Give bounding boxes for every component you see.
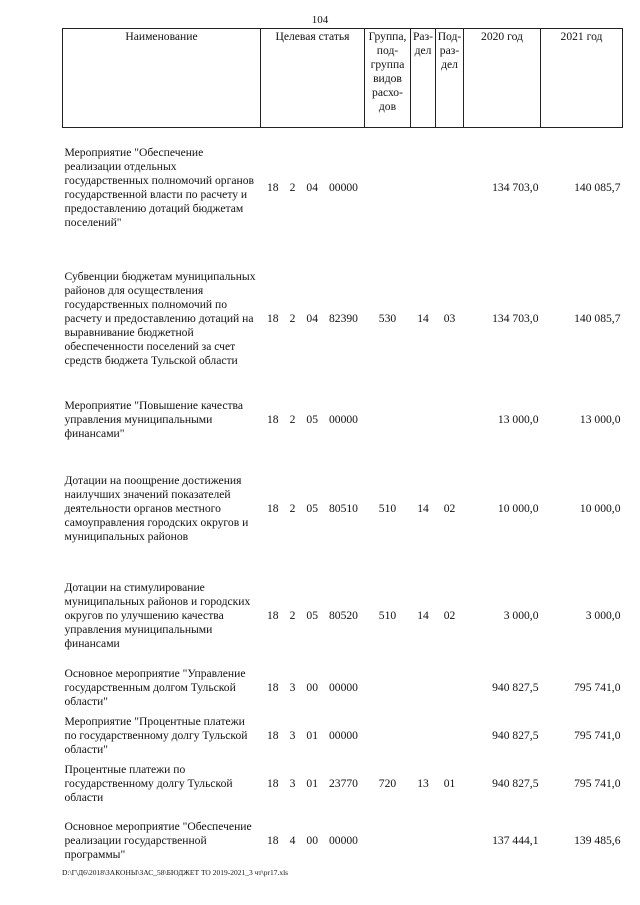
row-target-article — [261, 128, 365, 248]
target-code-part: 00000 — [328, 680, 358, 694]
row-podrazdel — [436, 390, 464, 450]
table-row — [63, 664, 623, 712]
target-code-part: 05 — [306, 608, 318, 622]
row-2020: 940 827,5 — [492, 680, 539, 694]
target-code-part: 3 — [289, 680, 296, 694]
table-header — [63, 29, 623, 128]
row-2020: 134 703,0 — [492, 180, 539, 194]
row-podrazdel — [436, 712, 464, 760]
target-code-part: 2 — [289, 608, 296, 622]
header-name: Наименование — [63, 29, 261, 128]
target-code-part: 04 — [306, 180, 318, 194]
row-razdel — [411, 712, 436, 760]
row-group: 530 — [378, 311, 397, 325]
table-row — [63, 712, 623, 760]
target-code-part: 2 — [289, 501, 296, 515]
target-code-part: 18 — [267, 728, 279, 742]
row-name: Основное мероприятие "Обеспечение реализации государственной программы" — [64, 819, 252, 861]
row-podrazdel — [436, 128, 464, 248]
row-name: Мероприятие "Процентные платежи по государственному долгу Тульской области" — [64, 714, 248, 756]
table-row — [63, 808, 623, 874]
row-group — [365, 808, 411, 874]
row-razdel — [411, 390, 436, 450]
target-code-part: 82390 — [328, 311, 358, 325]
target-code-part: 18 — [267, 412, 279, 426]
table-row — [63, 450, 623, 568]
target-code-part: 80510 — [328, 501, 358, 515]
target-code-part: 18 — [267, 501, 279, 515]
target-code-part: 2 — [289, 412, 296, 426]
row-podrazdel — [436, 808, 464, 874]
row-2020: 3 000,0 — [503, 608, 539, 622]
row-target-article — [261, 664, 365, 712]
row-target-article — [261, 760, 365, 808]
target-code-part: 05 — [306, 501, 318, 515]
row-target-article — [261, 568, 365, 664]
target-code-part: 00000 — [328, 728, 358, 742]
row-2021: 3 000,0 — [585, 608, 621, 622]
target-code-part: 4 — [289, 833, 296, 847]
target-code-part: 00000 — [328, 412, 358, 426]
target-code-part: 01 — [306, 776, 318, 790]
target-code-part: 23770 — [328, 776, 358, 790]
row-razdel: 14 — [417, 501, 429, 515]
row-group — [365, 712, 411, 760]
row-2021: 140 085,7 — [574, 311, 621, 325]
target-code-part: 01 — [306, 728, 318, 742]
target-code-part: 18 — [267, 776, 279, 790]
row-2021: 10 000,0 — [579, 501, 621, 515]
header-target: Целевая статья — [261, 29, 365, 128]
header-podrazdel: Под- раз- дел — [436, 29, 464, 128]
row-2021: 795 741,0 — [574, 680, 621, 694]
footer-file-path: D:\Г\Д6\2018\ЗАКОНЫ\ЗАС_58\БЮДЖЕТ ТО 2019-2021_3 чт\pr17.xls — [62, 868, 289, 877]
row-name: Дотации на стимулирование муниципальных районов и городских округов по улучшению качества управления муниципальными финансами — [64, 580, 251, 650]
table-row — [63, 128, 623, 248]
row-group — [365, 390, 411, 450]
target-code-part: 80520 — [328, 608, 358, 622]
row-target-article — [261, 450, 365, 568]
row-2020: 940 827,5 — [492, 728, 539, 742]
row-name: Дотации на поощрение достижения наилучших значений показателей деятельности органов местного самоуправления городских округов и муниципальных районов — [64, 473, 249, 543]
row-2021: 795 741,0 — [574, 728, 621, 742]
row-2020: 137 444,1 — [492, 833, 539, 847]
row-2020: 134 703,0 — [492, 311, 539, 325]
row-target-article — [261, 808, 365, 874]
target-code-part: 00000 — [328, 180, 358, 194]
target-code-part: 04 — [306, 311, 318, 325]
row-2020: 940 827,5 — [492, 776, 539, 790]
row-name: Процентные платежи по государственному долгу Тульской области — [64, 762, 233, 804]
target-code-part: 3 — [289, 728, 296, 742]
row-2021: 139 485,6 — [574, 833, 621, 847]
table-row — [63, 760, 623, 808]
row-name: Мероприятие "Повышение качества управления муниципальными финансами" — [64, 398, 244, 440]
table-row — [63, 248, 623, 390]
row-razdel: 13 — [417, 776, 429, 790]
row-target-article — [261, 390, 365, 450]
target-code-part: 2 — [289, 180, 296, 194]
row-razdel: 14 — [417, 608, 429, 622]
header-2020: 2020 год — [464, 29, 541, 128]
row-group: 510 — [378, 608, 397, 622]
target-code-part: 3 — [289, 776, 296, 790]
row-name: Мероприятие "Обеспечение реализации отдельных государственных полномочий органов государственной власти по расчету и предоставлению дотаций бюджетам поселений" — [64, 145, 254, 229]
row-group — [365, 128, 411, 248]
table-row — [63, 568, 623, 664]
row-2021: 13 000,0 — [579, 412, 621, 426]
target-code-part: 18 — [267, 680, 279, 694]
target-code-part: 00000 — [328, 833, 358, 847]
target-code-part: 05 — [306, 412, 318, 426]
target-code-part: 2 — [289, 311, 296, 325]
table-row — [63, 390, 623, 450]
row-podrazdel: 01 — [443, 776, 456, 790]
table-body — [63, 128, 623, 874]
target-code-part: 18 — [267, 833, 279, 847]
row-name: Основное мероприятие "Управление государственным долгом Тульской области" — [64, 666, 246, 708]
row-group: 720 — [378, 776, 397, 790]
row-podrazdel: 03 — [443, 311, 456, 325]
row-razdel — [411, 664, 436, 712]
row-group — [365, 664, 411, 712]
target-code-part: 00 — [306, 833, 318, 847]
row-2021: 795 741,0 — [574, 776, 621, 790]
row-group: 510 — [378, 501, 397, 515]
target-code-part: 00 — [306, 680, 318, 694]
row-target-article — [261, 248, 365, 390]
header-group: Группа, под- группа видов расхо- дов — [365, 29, 411, 128]
row-target-article — [261, 712, 365, 760]
row-2020: 10 000,0 — [497, 501, 539, 515]
header-razdel: Раз- дел — [411, 29, 436, 128]
row-razdel: 14 — [417, 311, 429, 325]
row-name: Субвенции бюджетам муниципальных районов для осуществления государственных полномочий по расчету и предоставлению дотаций на выравнивание бюджетной обеспеченности поселений за счет средств бюджета Тульской области — [64, 269, 256, 367]
budget-table — [62, 28, 623, 874]
row-2020: 13 000,0 — [497, 412, 539, 426]
target-code-part: 18 — [267, 608, 279, 622]
row-razdel — [411, 128, 436, 248]
header-2021: 2021 год — [541, 29, 623, 128]
row-2021: 140 085,7 — [574, 180, 621, 194]
target-code-part: 18 — [267, 311, 279, 325]
row-podrazdel — [436, 664, 464, 712]
row-podrazdel: 02 — [443, 608, 456, 622]
target-code-part: 18 — [267, 180, 279, 194]
row-razdel — [411, 808, 436, 874]
row-podrazdel: 02 — [443, 501, 456, 515]
page-number: 104 — [311, 14, 329, 26]
